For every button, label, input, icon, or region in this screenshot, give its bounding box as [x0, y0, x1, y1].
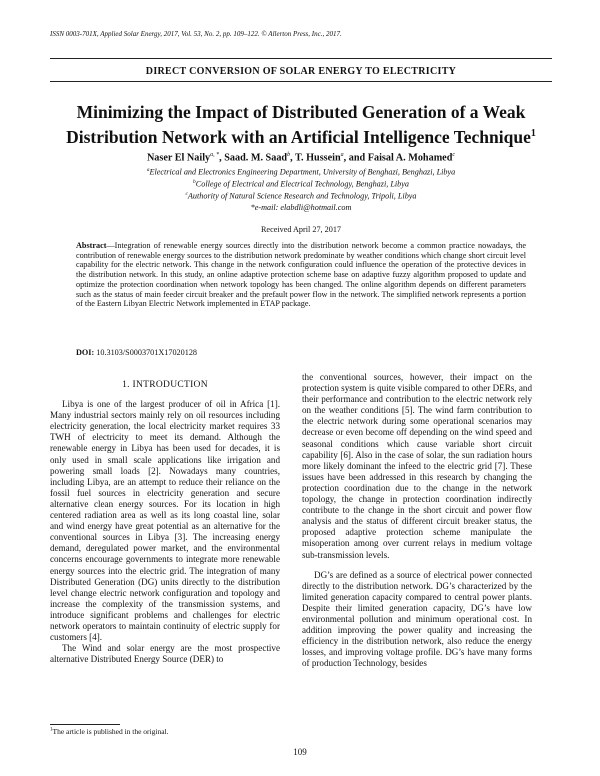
- doi-value: 10.3103/S0003701X17020128: [96, 348, 198, 357]
- author-sup: a: [340, 152, 344, 158]
- author-name: Faisal A. Mohamed: [367, 152, 453, 164]
- author-sup: b: [287, 152, 291, 158]
- affiliation-sup: c: [185, 191, 188, 197]
- doi-label: DOI:: [76, 348, 95, 357]
- affiliation-text: Electrical and Electronics Engineering Department, University of Benghazi, Benghazi, Libya: [149, 167, 456, 177]
- footnote: [50, 727, 169, 736]
- body-paragraph: The Wind and solar energy are the most prospective alternative Distributed Energy Source (DER) to: [50, 643, 280, 665]
- doi: [76, 348, 197, 357]
- affiliation: [50, 167, 552, 177]
- header-rule-bottom: [50, 81, 552, 82]
- affiliation-sup: a: [146, 167, 150, 173]
- author-sup: c: [452, 152, 456, 158]
- header-rule-top: [50, 58, 552, 59]
- abstract-label: Abstract: [76, 241, 107, 250]
- footnote-rule: [50, 724, 120, 725]
- abstract-text: —Integration of renewable energy sources directly into the distribution network become a common practice nowadays, the contribution of renewable energy sources to the distribution network predominate by weather conditions which change short circuit level capability for the electric network. This change in the network configuration could influence the operation of the protective devices in the distribution network. In this study, an online adaptive protection scheme base on adaptive fuzzy algorithm proposed to update and optimize the protection coordination when network topology has been changed. The online algorithm depends on different parameters such as the status of main feeder circuit breaker and the prefault power flow in the network. The simplified network represents a portion of the Eastern Libyan Electric Network implemented in ETAP package.: [76, 241, 526, 309]
- author-sup: a, *: [210, 152, 220, 158]
- author-name: Naser El Naily: [146, 152, 211, 164]
- footnote-text: The article is published in the original.: [52, 727, 169, 736]
- journal-citation-line: ISSN 0003-701X, Applied Solar Energy, 2017, Vol. 53, No. 2, pp. 109–122. © Allerton Press, Inc., 2017.: [50, 30, 342, 38]
- body-paragraph: DG’s are defined as a source of electrical power connected directly to the distribution network. DG’s characterized by the limited generation capacity compared to central power plants. Despite their limited generation capacity, DG’s have low environmental pollution and minimum operational cost. In addition improving the power quality and increasing the efficiency in the distribution network, also reduce the energy losses, and improving voltage profile. DG’s have many forms of production Technology, besides: [302, 569, 532, 669]
- author-email: *e-mail: elabdli@hotmail.com: [250, 203, 352, 212]
- title-footnote-mark: 1: [530, 128, 536, 139]
- affiliation-text: College of Electrical and Electrical Technology, Benghazi, Libya: [195, 179, 409, 189]
- affiliation-sup: b: [193, 179, 196, 185]
- section-heading: 1. INTRODUCTION: [122, 380, 208, 390]
- body-paragraph: the conventional sources, however, their impact on the protection system is quite visible compared to other DERs, and their performance and contribution to the electric network rely on the weather conditions [5]. The wind farm contribution to the electric network during some operational scenarios may decrease or even become off depending on the wind speed and seasonal conditions which cause variable short circuit capability [6]. Also in the case of solar, the sun radiation hours more likely dominant the infeed to the electric grid [7]. These issues have been addressed in this research by changing the protection coordination due to the change in the network topology, the change in protection coordination indirectly contribute to the change in the short circuit and power flow analysis and the status of different circuit breaker status, the proposed adaptive protection scheme manipulate the misoperation among over current relays in medium voltage sub-transmission levels.: [302, 372, 532, 560]
- author-list: Naser El Naily$^{a, *}$, Saad. M. Saad$^b$, T. Hussein$^a$, and Faisal A. Mohamed$^c$: [146, 152, 456, 164]
- page-number: 109: [293, 747, 307, 757]
- affiliation: [50, 191, 552, 201]
- body-column-left: [50, 380, 280, 665]
- abstract: [76, 241, 526, 309]
- author-name: Saad. M. Saad: [224, 152, 288, 164]
- author-name: T. Hussein: [295, 152, 341, 164]
- received-date: Received April 27, 2017: [260, 225, 342, 234]
- affiliation: [50, 179, 552, 189]
- footnote-mark: 1: [50, 727, 53, 733]
- paper-title: [60, 102, 542, 148]
- affiliation-text: Authority of Natural Science Research and Technology, Tripoli, Libya: [187, 191, 417, 201]
- section-header: DIRECT CONVERSION OF SOLAR ENERGY TO ELECTRICITY: [145, 66, 457, 77]
- paper-title-text: Minimizing the Impact of Distributed Generation of a Weak Distribution Network with an Artificial Intelligence Technique: [66, 102, 531, 147]
- body-column-right: [302, 372, 532, 669]
- body-paragraph: Libya is one of the largest producer of oil in Africa [1]. Many industrial sectors mainly rely on oil resources including electricity generation, the local electricity market requires 33 TWH of electricity to meet its demand. Although the renewable energy in Libya has been used for decades, it is only used in small scale applications like irrigation and powering small loads [2]. Nowadays many countries, including Libya, are an attempt to reduce their reliance on the fossil fuel sources in electricity generation and secure alternative clean energy sources. For its location in high centered radiation area as well as its long coastal line, solar and wind energy have great potential as an alternative for the conventional sources in Libya [3]. The increasing energy demand, deregulated power market, and the environmental concerns encourage governments to integrate more renewable energy sources into the electric grid. The integration of many Distributed Generation (DG) units directly to the distribution level change electric network configuration and topology and increase the complexity of the transmission systems, and introduce significant problems and challenges for electric network operators to maintain continuity of electric supply for customers [4].: [50, 399, 280, 643]
